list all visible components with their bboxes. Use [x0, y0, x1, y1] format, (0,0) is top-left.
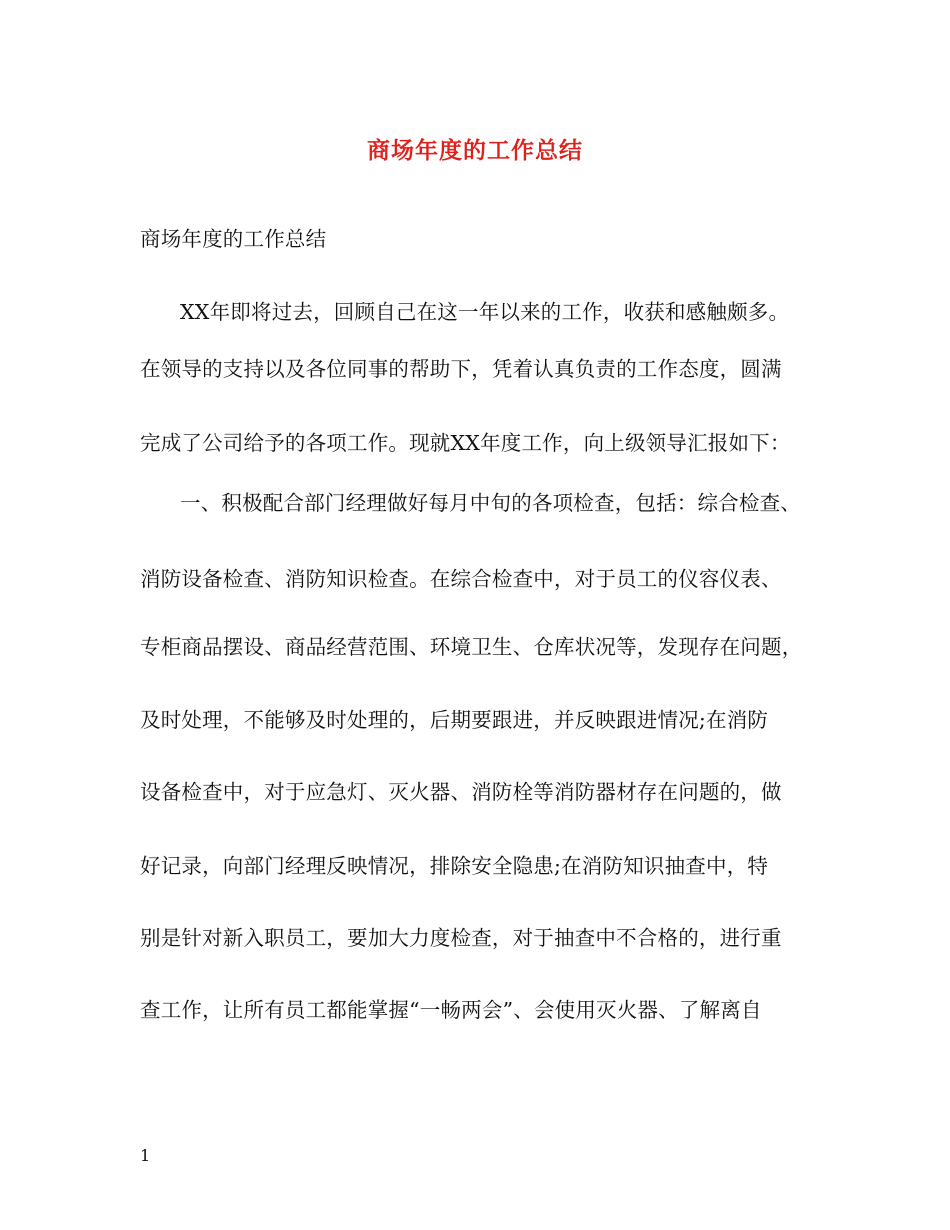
document-subtitle: 商场年度的工作总结 [140, 227, 327, 251]
paragraph-line-6: 专柜商品摆设、商品经营范围、环境卫生、仓库状况等，发现存在问题， [140, 635, 803, 659]
paragraph-line-4: 一、积极配合部门经理做好每月中旬的各项检查，包括：综合检查、 [180, 491, 801, 515]
paragraph-line-1: XX年即将过去，回顾自己在这一年以来的工作，收获和感触颇多。 [180, 300, 790, 324]
paragraph-line-9: 好记录，向部门经理反映情况，排除安全隐患;在消防知识抽查中，特 [140, 854, 769, 878]
paragraph-line-5: 消防设备检查、消防知识检查。在综合检查中，对于员工的仪容仪表、 [140, 567, 782, 591]
paragraph-line-8: 设备检查中，对于应急灯、灭火器、消防栓等消防器材存在问题的，做 [140, 780, 782, 804]
paragraph-line-7: 及时处理，不能够及时处理的，后期要跟进，并反映跟进情况;在消防 [140, 708, 769, 732]
paragraph-line-11: 查工作，让所有员工都能掌握“一畅两会”、会使用灭火器、了解离自 [140, 998, 762, 1022]
document-title: 商场年度的工作总结 [367, 137, 583, 164]
paragraph-line-10: 别是针对新入职员工，要加大力度检查，对于抽查中不合格的，进行重 [140, 926, 782, 950]
paragraph-line-3: 完成了公司给予的各项工作。现就XX年度工作，向上级领导汇报如下： [140, 431, 791, 455]
paragraph-line-2: 在领导的支持以及各位同事的帮助下，凭着认真负责的工作态度，圆满 [140, 357, 782, 381]
page-number: 1 [140, 1146, 151, 1165]
